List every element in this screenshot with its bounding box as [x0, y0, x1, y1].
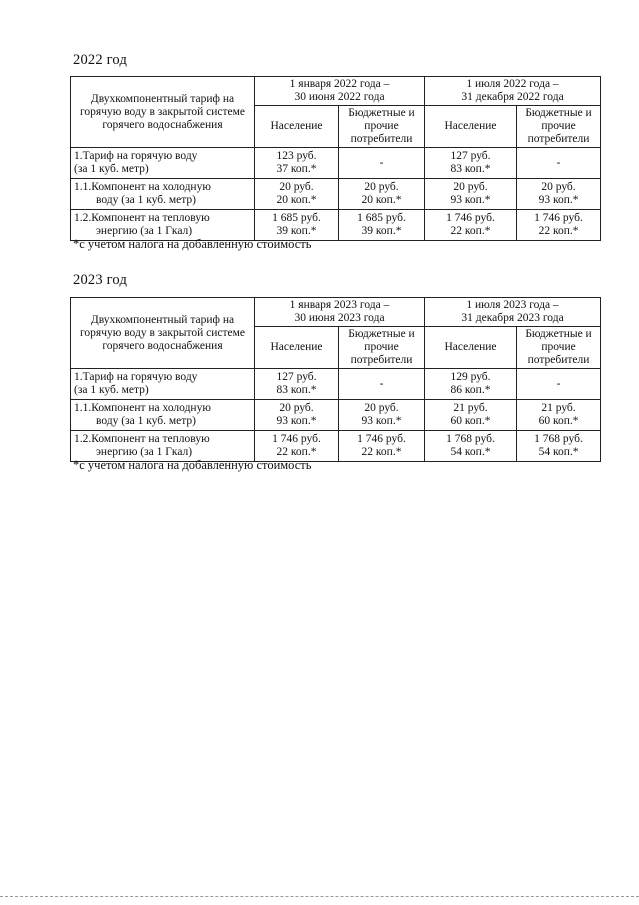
year-title-2022: 2022 год	[73, 52, 128, 68]
period-header-1: 1 января 2023 года – 30 июня 2023 года	[255, 298, 425, 327]
period-header-2: 1 июля 2022 года – 31 декабря 2022 года	[425, 77, 601, 106]
cell-p2-budget: 21 руб. 60 коп.*	[517, 400, 601, 431]
cell-p1-population: 127 руб. 83 коп.*	[255, 369, 339, 400]
cell-p2-budget: -	[517, 148, 601, 179]
row-label-line2: энергию (за 1 Гкал)	[96, 225, 193, 237]
cell-p2-population: 129 руб. 86 коп.*	[425, 369, 517, 400]
table-row	[71, 179, 601, 210]
corner-header: Двухкомпонентный тариф на горячую воду в закрытой системе горячего водоснабжения	[71, 77, 255, 148]
cell-p1-budget: 20 руб. 20 коп.*	[339, 179, 425, 210]
cell-p2-population: 127 руб. 83 коп.*	[425, 148, 517, 179]
row-label-line1: 1.1.Компонент на холодную	[74, 402, 211, 414]
table-row	[71, 400, 601, 431]
row-label	[71, 179, 255, 210]
col-header-population: Население	[425, 106, 517, 148]
cell-p2-budget: -	[517, 369, 601, 400]
cell-p2-budget: 1 768 руб. 54 коп.*	[517, 431, 601, 462]
row-label-line2: (за 1 куб. метр)	[74, 163, 149, 175]
cell-p1-population: 20 руб. 93 коп.*	[255, 400, 339, 431]
cell-p1-budget: -	[339, 369, 425, 400]
col-header-population: Население	[255, 327, 339, 369]
col-header-budget: Бюджетные и прочие потребители	[339, 106, 425, 148]
cell-p1-population: 1 685 руб. 39 коп.*	[255, 210, 339, 241]
row-label	[71, 148, 255, 179]
cell-p1-budget: 1 685 руб. 39 коп.*	[339, 210, 425, 241]
footnote-2023: *с учетом налога на добавленную стоимость	[73, 458, 312, 472]
col-header-budget: Бюджетные и прочие потребители	[339, 327, 425, 369]
row-label-line2: воду (за 1 куб. метр)	[96, 194, 196, 206]
row-label-line1: 1.2.Компонент на тепловую	[74, 212, 210, 224]
tariff-table-2022	[70, 76, 601, 241]
cell-p2-budget: 1 746 руб. 22 коп.*	[517, 210, 601, 241]
page-bottom-rule	[0, 896, 639, 897]
cell-p2-population: 1 746 руб. 22 коп.*	[425, 210, 517, 241]
col-header-population: Население	[255, 106, 339, 148]
row-label	[71, 431, 255, 462]
cell-p1-population: 20 руб. 20 коп.*	[255, 179, 339, 210]
col-header-budget: Бюджетные и прочие потребители	[517, 327, 601, 369]
row-label-line2: (за 1 куб. метр)	[74, 384, 149, 396]
row-label-line2: энергию (за 1 Гкал)	[96, 446, 193, 458]
table-row	[71, 148, 601, 179]
corner-header: Двухкомпонентный тариф на горячую воду в закрытой системе горячего водоснабжения	[71, 298, 255, 369]
row-label-line1: 1.1.Компонент на холодную	[74, 181, 211, 193]
footnote-2022: *с учетом налога на добавленную стоимость	[73, 237, 312, 251]
col-header-population: Население	[425, 327, 517, 369]
table-row	[71, 431, 601, 462]
row-label-line1: 1.Тариф на горячую воду	[74, 371, 198, 383]
row-label-line1: 1.Тариф на горячую воду	[74, 150, 198, 162]
row-label	[71, 369, 255, 400]
cell-p1-population: 1 746 руб. 22 коп.*	[255, 431, 339, 462]
col-header-budget: Бюджетные и прочие потребители	[517, 106, 601, 148]
cell-p1-population: 123 руб. 37 коп.*	[255, 148, 339, 179]
cell-p2-population: 20 руб. 93 коп.*	[425, 179, 517, 210]
cell-p1-budget: -	[339, 148, 425, 179]
row-label	[71, 210, 255, 241]
cell-p1-budget: 20 руб. 93 коп.*	[339, 400, 425, 431]
row-label-line2: воду (за 1 куб. метр)	[96, 415, 196, 427]
period-header-1: 1 января 2022 года – 30 июня 2022 года	[255, 77, 425, 106]
cell-p1-budget: 1 746 руб. 22 коп.*	[339, 431, 425, 462]
row-label	[71, 400, 255, 431]
cell-p2-population: 21 руб. 60 коп.*	[425, 400, 517, 431]
table-row	[71, 369, 601, 400]
tariff-table-2023	[70, 297, 601, 462]
cell-p2-population: 1 768 руб. 54 коп.*	[425, 431, 517, 462]
row-label-line1: 1.2.Компонент на тепловую	[74, 433, 210, 445]
cell-p2-budget: 20 руб. 93 коп.*	[517, 179, 601, 210]
table-row	[71, 210, 601, 241]
year-title-2023: 2023 год	[73, 272, 128, 288]
period-header-2: 1 июля 2023 года – 31 декабря 2023 года	[425, 298, 601, 327]
